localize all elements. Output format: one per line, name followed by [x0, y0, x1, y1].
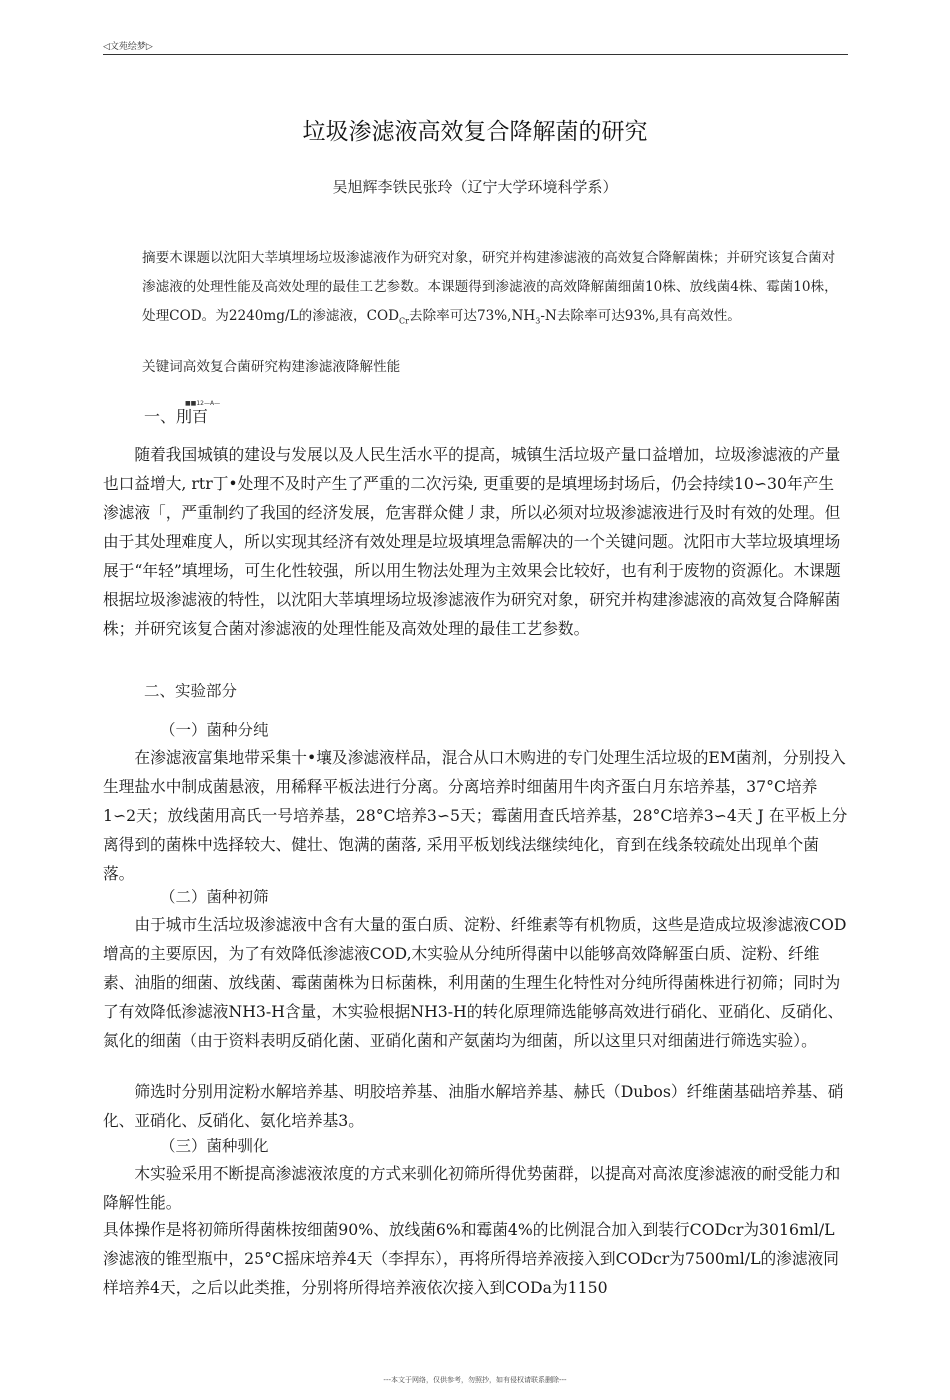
section-1-heading: 一、刖百	[144, 407, 209, 426]
abstract-text-2: 去除率可达73%,NH	[408, 308, 536, 324]
subsection-2-heading: （二）菌种初筛	[160, 888, 269, 906]
footer-note: ---本文于网络，仅供参考，勿照抄，如有侵权请联系删除---	[383, 1376, 567, 1384]
header-mark: ◁文苑绘梦▷	[103, 42, 153, 52]
authors-line: 吴旭辉李铁民张玲（辽宁大学环境科学系）	[332, 178, 618, 196]
abstract-subscript-3: 3	[535, 316, 541, 326]
abstract-text-1: 摘要木课题以沈阳大莘填埋场垃圾渗滤液作为研究对象，研究并构建渗滤液的高效复合降解菌株；并研究该复合菌对渗滤液的处理性能及高效处理的最佳工艺参数。本课题得到渗滤液的高效降解菌细菌10株、放线菌4株、霉菌10株，处理COD。为2240mg/L的渗滤液，COD	[142, 250, 838, 324]
section-2-heading: 二、实验部分	[144, 682, 238, 700]
subsection-2-paragraph-2: 筛选时分别用淀粉水解培养基、明胶培养基、油脂水解培养基、赫氏（Dubos）纤维菌基础培养基、硝化、亚硝化、反硝化、氨化培养基3。	[103, 1082, 844, 1130]
header-divider	[103, 54, 848, 55]
subsection-3-paragraph-2: 具体操作是将初筛所得菌株按细菌90%、放线菌6%和霉菌4%的比例混合加入到装行CODcr为3016ml/L渗滤液的锥型瓶中，25°C摇床培养4天（李捍东），再将所得培养液接入到CODcr为7500ml/L的渗滤液同样培养4天，之后以此类推，分别将所得培养液依次接入到CODa为1150	[103, 1220, 839, 1297]
subsection-1-heading: （一）菌种分纯	[160, 721, 269, 739]
subsection-3-paragraph-1: 木实验采用不断提高渗滤液浓度的方式来驯化初筛所得优势菌群，以提高对高浓度渗滤液的耐受能力和降解性能。	[103, 1164, 841, 1212]
abstract-subscript-cr: Cr	[399, 316, 409, 326]
keywords: 关键词高效复合菌研究构建渗滤液降解性能	[142, 359, 401, 375]
abstract-text-3: -N去除率可达93%,具有高效性。	[540, 308, 741, 324]
section-1-paragraph: 随着我国城镇的建设与发展以及人民生活水平的提高，城镇生活垃圾产量口益增加，垃圾渗滤液的产量也口益增大, rtr丁•处理不及时产生了严重的二次污染, 更重要的是填埋场封场后，仍会持续10∽30年产生渗滤液「，严重制约了我国的经济发展，危害群众健丿隶，所以必须对垃圾渗滤液进行及时有效的处理。但由于其处理难度人，所以实现其经济有效处理是垃圾填埋急需解决的一个关键问题。沈阳市大莘垃圾填埋场展于“年轻”填埋场，可生化性较强，所以用生物法处理为主效果会比较好，也有利于废物的资源化。木课题根据垃圾渗滤液的特性，以沈阳大莘填埋场垃圾渗滤液作为研究对象，研究并构建渗滤液的高效复合降解菌株；并研究该复合菌对渗滤液的处理性能及高效处理的最佳工艺参数。	[103, 445, 841, 638]
subsection-1-paragraph: 在渗滤液富集地带采集十•壤及渗滤液样品，混合从口木购进的专门处理生活垃圾的EM菌剂，分别投入生理盐水中制成菌悬液，用稀释平板法进行分离。分离培养时细菌用牛肉齐蛋白月东培养基，37°C培养1∽2天；放线菌用高氏一号培养基，28°C培养3∽5天；霉菌用査氏培养基，28°C培养3∽4天 J 在平板上分离得到的菌株中选择较大、健壮、饱满的菌落, 采用平板划线法继续纯化，育到在线条较疏处出现单个菌落。	[103, 748, 848, 883]
abstract	[142, 244, 842, 336]
subsection-3-heading: （三）菌种驯化	[160, 1137, 269, 1155]
subsection-2-paragraph-1: 由于城市生活垃圾渗滤液中含有大量的蛋白质、淀粉、纤维素等有机物质，这些是造成垃圾渗滤液COD增高的主要原因，为了有效降低渗滤液COD,木实验从分纯所得菌中以能够高效降解蛋白质、淀粉、纤维素、油脂的细菌、放线菌、霉菌菌株为日标菌株，利用菌的生理生化特性对分纯所得菌株进行初筛；同时为了有效降低渗滤液NH3-H含量，木实验根据NH3-H的转化原理筛选能够高效进行硝化、亚硝化、反硝化、氮化的细菌（由于资料表明反硝化菌、亚硝化菌和产氨菌均为细菌，所以这里只对细菌进行筛选实验）。	[103, 915, 847, 1050]
document-title: 垃圾渗滤液高效复合降解菌的研究	[302, 119, 648, 145]
small-mark: ■■12—A—	[185, 400, 221, 407]
